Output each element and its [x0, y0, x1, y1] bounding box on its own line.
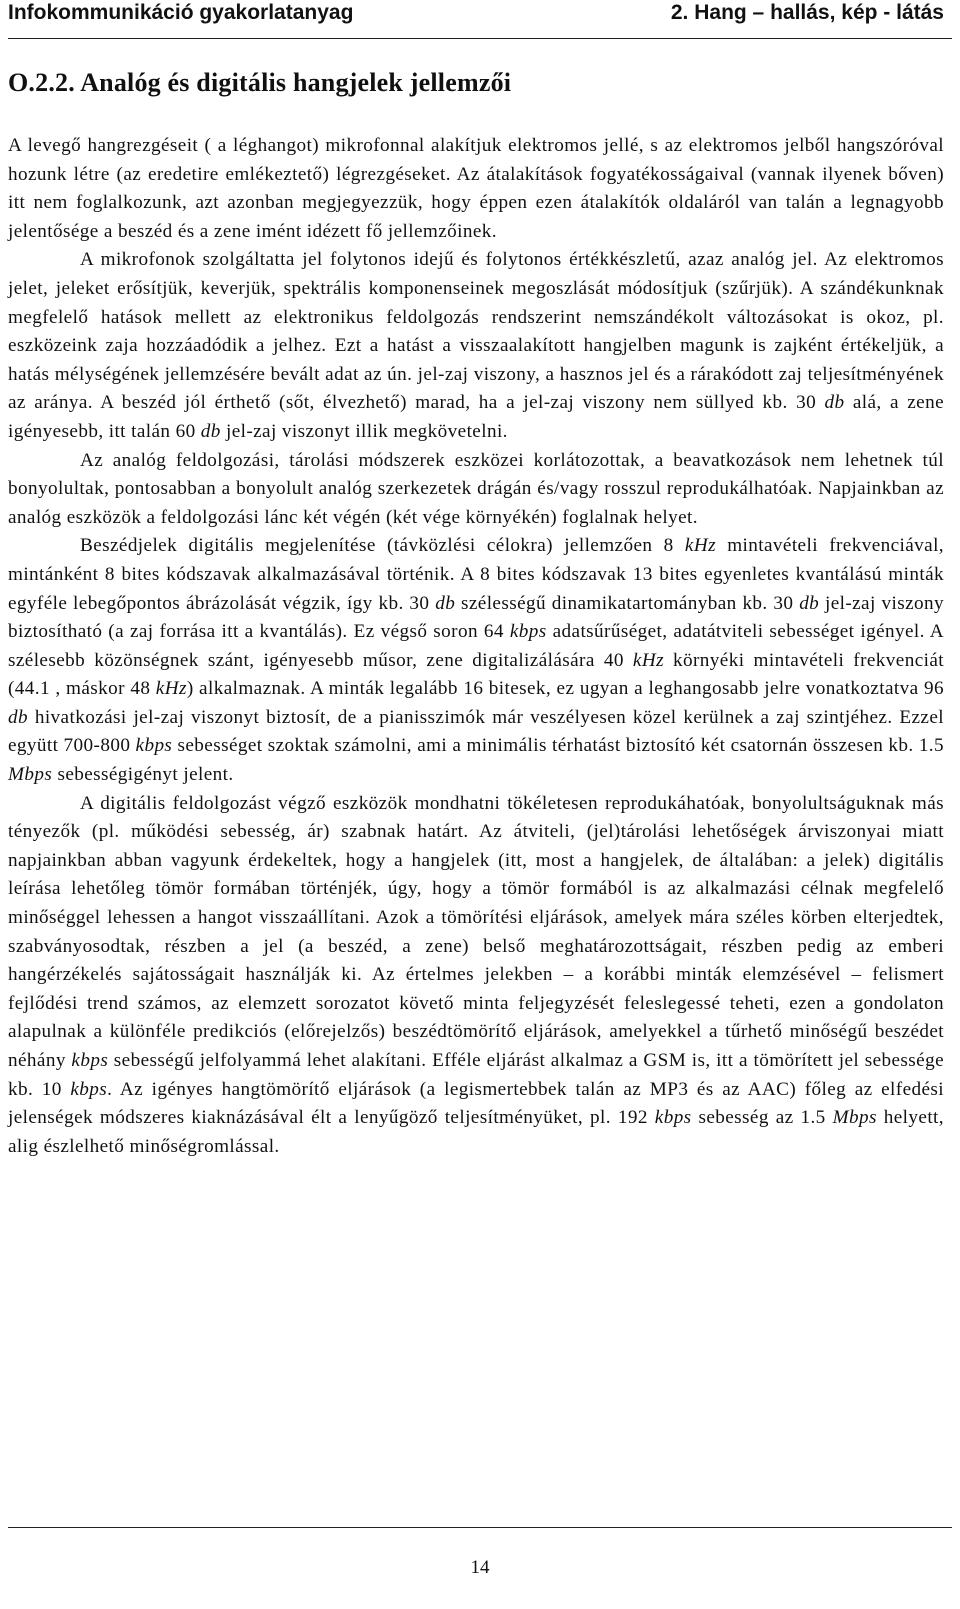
unit-text: db [200, 420, 221, 442]
unit-text: kbps [71, 1050, 109, 1071]
paragraph-text: Az analóg feldolgozási, tárolási módszerek eszközei korlátozottak, a beavatkozások nem lehetnek túl bonyolultak, pontosabban a bonyolult analóg szerkezetek drágán és/vagy rosszul reprodukálhatóak. Napjainkban az analóg eszközök a feldolgozási lánc két végén (két vége környékén) foglalnak helyet. [8, 449, 944, 528]
unit-text: db [435, 592, 456, 614]
footer-divider [8, 1527, 952, 1528]
unit-text: kbps [509, 621, 547, 643]
unit-text: db [799, 592, 820, 614]
unit-text: kbps [135, 735, 173, 757]
paragraph-text: A mikrofonok szolgáltatta jel folytonos idejű és folytonos értékkészletű, azaz analóg jel. Az elektromos jelet, jeleket erősítjük, keverjük, spektrális komponenseinek megoszlását módosítjuk (szűrjük). A szándékunknak megfelelő hatások mellett az elektronikus feldolgozás rendszerint nemszándékolt változásokat is okoz, pl. eszközeink zaja hozzáadódik a jelhez. Ezt a hatást a visszaalakított hangjelben magunk is zajként értékeljük, a hatás mélységének jellemzésére bevált adat az ún. jel-zaj viszony, a hasznos jel és a rárakódott zaj teljesítményének az aránya. A beszéd jól érthető (sőt, élvezhető) marad, ha a jel-zaj viszony nem süllyed kb. 30 [8, 249, 944, 414]
section-title: O.2.2. Analóg és digitális hangjelek jellemzői [8, 68, 512, 97]
paragraph-text: A levegő hangrezgéseit ( a léghangot) mikrofonnal alakítjuk elektromos jellé, s az elektromos jelből hangszóróval hozunk létre (az eredetire emlékeztető) légrezgéseket. Az átalakítások fogyatékosságaival (vannak ilyenek bőven) itt nem foglalkozunk, azt azonban megjegyezzük, hogy éppen ezen átalakítók oldaláról van talán a legnagyobb jelentősége a beszéd és a zene imént idézett fő jellemzőinek. [8, 135, 944, 242]
header-chapter-title: 2. Hang – hallás, kép - látás [670, 1, 944, 24]
header-divider [8, 38, 952, 39]
paragraph [8, 246, 944, 446]
paragraph-text: ) alkalmaznak. A minták legalább 16 bitesek, ez ugyan a leghangosabb jelre vonatkoztatva 96 [186, 678, 944, 700]
unit-text: db [8, 706, 28, 728]
paragraph-text: hivatkozási jel-zaj viszonyt biztosít, de a pianisszimók már veszélyesen közel kerülnek a zaj szintjéhez. Ezzel együtt 700-800 [8, 706, 944, 757]
paragraph [8, 790, 944, 1162]
page-number: 14 [470, 1557, 490, 1578]
unit-text: kHz [684, 535, 716, 557]
paragraph [8, 132, 944, 246]
paragraph-text: sebességigényt jelent. [52, 764, 234, 786]
unit-text: kbps [654, 1107, 692, 1129]
unit-text: Mbps [8, 764, 53, 786]
paragraph-text: sebességű jelfolyammá lehet alakítani. Efféle eljárást alkalmaz a GSM is, itt a tömörített jel sebessége kb. 10 [8, 1050, 944, 1100]
unit-text: kbps [70, 1078, 108, 1100]
unit-text: Mbps [832, 1107, 877, 1129]
body-text [8, 132, 944, 1161]
paragraph-text: jel-zaj viszonyt illik megkövetelni. [220, 420, 508, 442]
header-course-title: Infokommunikáció gyakorlatanyag [8, 1, 354, 24]
paragraph [8, 447, 944, 533]
paragraph-text: A digitális feldolgozást végző eszközök mondhatni tökéletesen reprodukáhatóak, bonyolultságuknak más tényezők (pl. működési sebesség, ár) szabnak határt. Az átviteli, (jel)tárolási lehetőségek árviszonyai miatt napjainkban abban vagyunk érdekeltek, hogy a hangjelek (itt, most a hangjelek, de általában: a jelek) digitális leírása lehetőleg tömör formában történjék, úgy, hogy a tömör formából is az alkalmazási célnak megfelelő minőséggel lehessen a hangot visszaállítani. Azok a tömörítési eljárások, amelyek mára széles körben elterjedtek, szabványosodtak, részben a jel (a beszéd, a zene) belső meghatározottságait, részben pedig az emberi hangérzékelés sajátosságait használják ki. Az értelmes jelekben – a korábbi minták elemzésével – felismert fejlődési trend számos, az elemzett sorozatot követő minta feljegyzését feleslegessé teheti, ezen a gondolaton alapulnak a különféle predikciós (előrejelzős) beszédtömörítő eljárások, amelyekkel a tűrhető minőségű beszédet néhány [8, 792, 944, 1071]
unit-text: kHz [632, 649, 664, 671]
paragraph-text: adatsűrűséget, adatátviteli sebességet igényel. A szélesebb közönségnek szánt, igényesebb műsor, zene digitalizálására 40 [8, 621, 944, 671]
paragraph-text: környéki mintavételi frekvenciát (44.1 , máskor 48 [8, 649, 944, 700]
paragraph-text: alá, a zene igényesebb, itt talán 60 [8, 392, 944, 442]
running-header [8, 0, 944, 30]
unit-text: db [824, 392, 845, 414]
paragraph-text: helyett, alig észlelhető minőségromlással. [8, 1107, 944, 1157]
paragraph [8, 532, 944, 789]
paragraph-text: szélességű dinamikatartományban kb. 30 [455, 592, 800, 614]
paragraph-text: Beszédjelek digitális megjelenítése (távközlési célokra) jellemzően 8 [80, 535, 685, 557]
paragraph-text: jel-zaj viszony biztosítható (a zaj forrása itt a kvantálás). Ez végső soron 64 [8, 592, 944, 643]
paragraph-text: sebesség az 1.5 [691, 1107, 833, 1129]
paragraph-text: mintavételi frekvenciával, mintánként 8 bites kódszavak alkalmazásával történik. A 8 bites kódszavak 13 bites egyenletes kvantálású minták egyféle lebegőpontos ábrázolását végzik, így kb. 30 [8, 535, 945, 614]
paragraph-text: sebességet szoktak számolni, ami a minimális térhatást biztosító két csatornán összesen kb. 1.5 [172, 735, 945, 757]
unit-text: kHz [155, 678, 187, 700]
paragraph-text: . Az igényes hangtömörítő eljárások (a legismertebbek talán az MP3 és az AAC) főleg az elfedési jelenségek módszeres kiaknázásával élt a lenyűgöző teljesítményüket, pl. 192 [8, 1078, 944, 1129]
